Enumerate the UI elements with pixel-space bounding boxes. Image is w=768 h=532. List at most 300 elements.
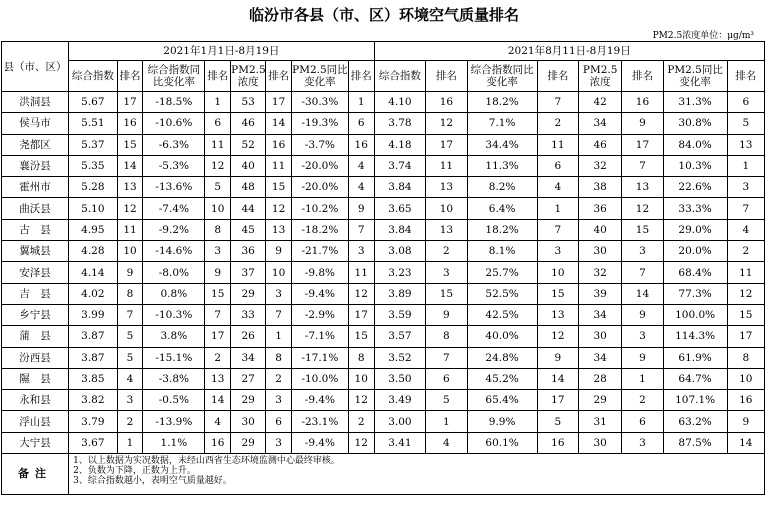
table-cell: 15	[537, 283, 578, 304]
table-cell: 17	[426, 134, 467, 155]
table-cell: -10.0%	[292, 368, 349, 389]
column-header: 排名	[622, 61, 663, 92]
table-row	[2, 219, 765, 240]
table-cell: 15	[426, 283, 467, 304]
table-cell: 64.7%	[663, 368, 727, 389]
table-cell: 4	[426, 432, 467, 453]
county-name: 大宁县	[2, 432, 69, 453]
table-cell: 3	[348, 241, 374, 262]
table-cell: 17	[622, 134, 663, 155]
table-cell: 14	[117, 155, 143, 176]
table-cell: -9.4%	[292, 432, 349, 453]
table-cell: -7.4%	[143, 198, 205, 219]
table-cell: -9.2%	[143, 219, 205, 240]
table-cell: 7	[727, 198, 764, 219]
table-cell: 17	[727, 326, 764, 347]
note-line: 1、以上数据为实况数据，未经山西省生态环境监测中心最终审核。	[73, 456, 340, 467]
table-cell: 15	[622, 219, 663, 240]
table-row	[2, 198, 765, 219]
table-cell: 10	[205, 198, 231, 219]
table-cell: 10	[348, 368, 374, 389]
table-cell: 40.0%	[467, 326, 537, 347]
table-cell: 42	[578, 92, 621, 113]
table-cell: 14	[727, 432, 764, 453]
table-row	[2, 326, 765, 347]
table-cell: 8.2%	[467, 177, 537, 198]
table-cell: 39	[578, 283, 621, 304]
table-cell: 4	[348, 155, 374, 176]
table-cell: 30	[231, 411, 266, 432]
table-cell: 13	[426, 219, 467, 240]
table-cell: 60.1%	[467, 432, 537, 453]
table-cell: -6.3%	[143, 134, 205, 155]
table-cell: 10	[426, 198, 467, 219]
table-cell: 11	[426, 155, 467, 176]
table-cell: 1	[727, 155, 764, 176]
county-name: 安泽县	[2, 262, 69, 283]
table-cell: 12	[266, 198, 292, 219]
table-cell: 6.4%	[467, 198, 537, 219]
table-cell: 77.3%	[663, 283, 727, 304]
table-cell: 10	[727, 368, 764, 389]
table-cell: 8	[727, 347, 764, 368]
table-cell: 30	[578, 241, 621, 262]
table-row	[2, 347, 765, 368]
table-cell: 12	[348, 432, 374, 453]
table-cell: -9.4%	[292, 283, 349, 304]
table-cell: 20.0%	[663, 241, 727, 262]
table-cell: 1	[266, 326, 292, 347]
table-cell: 68.4%	[663, 262, 727, 283]
table-cell: 40	[231, 155, 266, 176]
county-header: 县（市、区）	[2, 42, 69, 92]
table-cell: 2	[205, 347, 231, 368]
table-cell: 4	[727, 219, 764, 240]
table-cell: 25.7%	[467, 262, 537, 283]
table-cell: 26	[231, 326, 266, 347]
table-cell: 3	[266, 283, 292, 304]
county-name: 浮山县	[2, 411, 69, 432]
note-line: 3、综合指数越小，表明空气质量越好。	[73, 476, 232, 487]
table-cell: 12	[727, 283, 764, 304]
table-cell: 9	[727, 411, 764, 432]
period2-header: 2021年8月11日-8月19日	[374, 42, 764, 61]
table-cell: 33.3%	[663, 198, 727, 219]
table-cell: 46	[231, 113, 266, 134]
table-cell: 17	[266, 92, 292, 113]
table-cell: 12	[117, 198, 143, 219]
table-cell: 100.0%	[663, 304, 727, 325]
table-cell: 3.23	[374, 262, 426, 283]
table-cell: 3.08	[374, 241, 426, 262]
table-cell: 10	[537, 262, 578, 283]
table-cell: 42.5%	[467, 304, 537, 325]
table-cell: 31	[578, 411, 621, 432]
table-row	[2, 262, 765, 283]
table-cell: 5.10	[69, 198, 118, 219]
table-cell: -7.1%	[292, 326, 349, 347]
table-cell: 16	[622, 92, 663, 113]
table-row	[2, 241, 765, 262]
table-cell: 10.3%	[663, 155, 727, 176]
table-cell: 40	[578, 219, 621, 240]
table-cell: 13	[622, 177, 663, 198]
table-cell: 65.4%	[467, 390, 537, 411]
table-cell: 7	[348, 219, 374, 240]
table-cell: 7.1%	[467, 113, 537, 134]
table-cell: 17	[205, 326, 231, 347]
table-cell: 45	[231, 219, 266, 240]
table-cell: -5.3%	[143, 155, 205, 176]
table-cell: 17	[117, 92, 143, 113]
table-cell: -9.4%	[292, 390, 349, 411]
table-cell: 3.59	[374, 304, 426, 325]
ranking-table	[1, 41, 765, 495]
table-cell: 13	[537, 304, 578, 325]
table-cell: 6	[266, 411, 292, 432]
table-cell: 4	[537, 177, 578, 198]
table-cell: 2	[727, 241, 764, 262]
table-cell: 38	[578, 177, 621, 198]
table-cell: -3.8%	[143, 368, 205, 389]
table-cell: 53	[231, 92, 266, 113]
table-cell: 3	[426, 262, 467, 283]
table-cell: 61.9%	[663, 347, 727, 368]
table-cell: 4.14	[69, 262, 118, 283]
table-cell: 7	[117, 304, 143, 325]
table-cell: 3.87	[69, 326, 118, 347]
table-cell: 48	[231, 177, 266, 198]
table-cell: 16	[537, 432, 578, 453]
table-cell: 8	[426, 326, 467, 347]
column-header: 排名	[426, 61, 467, 92]
table-row	[2, 432, 765, 453]
table-cell: 8	[348, 347, 374, 368]
county-name: 乡宁县	[2, 304, 69, 325]
table-cell: 6	[622, 411, 663, 432]
table-cell: 6	[205, 113, 231, 134]
table-cell: 3.99	[69, 304, 118, 325]
table-cell: 4.18	[374, 134, 426, 155]
table-cell: 13	[426, 177, 467, 198]
table-cell: 4.10	[374, 92, 426, 113]
table-cell: 5	[205, 177, 231, 198]
county-name: 永和县	[2, 390, 69, 411]
county-name: 曲沃县	[2, 198, 69, 219]
column-header: PM2.5浓度	[578, 61, 621, 92]
column-header: PM2.5同比变化率	[663, 61, 727, 92]
table-cell: 8	[205, 219, 231, 240]
table-cell: 5.37	[69, 134, 118, 155]
county-name: 洪洞县	[2, 92, 69, 113]
table-cell: 44	[231, 198, 266, 219]
column-header: 排名	[537, 61, 578, 92]
table-cell: 34.4%	[467, 134, 537, 155]
table-cell: 14	[537, 368, 578, 389]
table-cell: 9	[205, 262, 231, 283]
table-cell: 30.8%	[663, 113, 727, 134]
table-cell: 12	[537, 326, 578, 347]
table-cell: 5	[117, 347, 143, 368]
table-cell: 107.1%	[663, 390, 727, 411]
county-name: 翼城县	[2, 241, 69, 262]
table-row	[2, 92, 765, 113]
table-cell: 1	[622, 368, 663, 389]
table-cell: 15	[727, 304, 764, 325]
table-cell: 2	[117, 411, 143, 432]
table-cell: 11	[266, 155, 292, 176]
table-cell: 11	[727, 262, 764, 283]
table-cell: 29	[578, 390, 621, 411]
table-cell: 4	[348, 177, 374, 198]
table-cell: 18.2%	[467, 92, 537, 113]
table-row	[2, 283, 765, 304]
table-cell: 3.89	[374, 283, 426, 304]
table-cell: 34	[578, 304, 621, 325]
table-cell: 10	[117, 241, 143, 262]
column-header: 综合指数	[374, 61, 426, 92]
table-cell: -10.6%	[143, 113, 205, 134]
table-cell: -0.5%	[143, 390, 205, 411]
table-cell: 4.95	[69, 219, 118, 240]
table-cell: 17	[537, 390, 578, 411]
table-cell: 12	[348, 390, 374, 411]
table-cell: 2	[622, 390, 663, 411]
table-cell: 18.2%	[467, 219, 537, 240]
table-cell: 12	[205, 155, 231, 176]
table-cell: 2	[426, 241, 467, 262]
table-cell: 11.3%	[467, 155, 537, 176]
table-cell: 3.67	[69, 432, 118, 453]
table-cell: 3.50	[374, 368, 426, 389]
table-cell: 3.78	[374, 113, 426, 134]
table-cell: 9	[266, 241, 292, 262]
table-cell: 3.49	[374, 390, 426, 411]
table-cell: 3.41	[374, 432, 426, 453]
table-cell: 34	[578, 113, 621, 134]
table-cell: 11	[348, 262, 374, 283]
table-cell: 87.5%	[663, 432, 727, 453]
table-cell: 3	[266, 432, 292, 453]
column-header: 综合指数	[69, 61, 118, 92]
county-name: 侯马市	[2, 113, 69, 134]
table-cell: 16	[426, 92, 467, 113]
county-name: 襄汾县	[2, 155, 69, 176]
table-cell: 36	[578, 198, 621, 219]
column-header: 排名	[205, 61, 231, 92]
table-cell: 7	[205, 304, 231, 325]
county-name: 古 县	[2, 219, 69, 240]
table-cell: 7	[266, 304, 292, 325]
table-cell: 16	[205, 432, 231, 453]
column-header: 排名	[727, 61, 764, 92]
note-line: 2、负数为下降，正数为上升。	[73, 466, 196, 477]
table-cell: 28	[578, 368, 621, 389]
table-cell: 1	[537, 198, 578, 219]
table-cell: -18.2%	[292, 219, 349, 240]
table-cell: 52	[231, 134, 266, 155]
table-cell: 15	[266, 177, 292, 198]
table-cell: 5	[537, 411, 578, 432]
table-row	[2, 368, 765, 389]
table-cell: 3	[622, 432, 663, 453]
table-cell: 3	[266, 390, 292, 411]
table-cell: 11	[117, 219, 143, 240]
table-row	[2, 390, 765, 411]
table-cell: 3.57	[374, 326, 426, 347]
table-cell: 36	[231, 241, 266, 262]
table-cell: 3.8%	[143, 326, 205, 347]
table-cell: 3.85	[69, 368, 118, 389]
table-cell: 7	[426, 347, 467, 368]
table-cell: -9.8%	[292, 262, 349, 283]
column-header: 排名	[117, 61, 143, 92]
table-cell: 14	[266, 113, 292, 134]
table-cell: 33	[231, 304, 266, 325]
table-cell: 34	[231, 347, 266, 368]
table-cell: -10.3%	[143, 304, 205, 325]
table-cell: 7	[537, 92, 578, 113]
table-row	[2, 304, 765, 325]
table-cell: 0.8%	[143, 283, 205, 304]
table-cell: 46	[578, 134, 621, 155]
table-cell: 11	[537, 134, 578, 155]
table-cell: -17.1%	[292, 347, 349, 368]
column-header: 排名	[266, 61, 292, 92]
table-cell: 63.2%	[663, 411, 727, 432]
table-cell: 5	[727, 113, 764, 134]
table-row	[2, 177, 765, 198]
table-cell: 10	[266, 262, 292, 283]
table-cell: 29	[231, 283, 266, 304]
table-cell: 30	[578, 432, 621, 453]
table-cell: 3.84	[374, 177, 426, 198]
county-name: 汾西县	[2, 347, 69, 368]
table-cell: 16	[117, 113, 143, 134]
column-header: 排名	[348, 61, 374, 92]
table-cell: -20.0%	[292, 155, 349, 176]
table-cell: -20.0%	[292, 177, 349, 198]
column-header: 综合指数同比变化率	[143, 61, 205, 92]
table-cell: 3	[622, 241, 663, 262]
table-cell: 22.6%	[663, 177, 727, 198]
table-cell: 7	[537, 219, 578, 240]
table-cell: 9.9%	[467, 411, 537, 432]
column-header: 综合指数同比变化率	[467, 61, 537, 92]
table-cell: -14.6%	[143, 241, 205, 262]
table-cell: -23.1%	[292, 411, 349, 432]
table-cell: 12	[622, 198, 663, 219]
table-cell: 8	[266, 347, 292, 368]
table-cell: 37	[231, 262, 266, 283]
table-cell: 13	[727, 134, 764, 155]
table-cell: 24.8%	[467, 347, 537, 368]
table-cell: 3	[622, 326, 663, 347]
table-cell: 15	[205, 283, 231, 304]
table-cell: 11	[205, 134, 231, 155]
table-cell: 13	[205, 368, 231, 389]
table-cell: 3.65	[374, 198, 426, 219]
table-cell: 3.87	[69, 347, 118, 368]
column-header: PM2.5浓度	[231, 61, 266, 92]
table-cell: 6	[426, 368, 467, 389]
table-cell: -2.9%	[292, 304, 349, 325]
table-cell: 7	[622, 262, 663, 283]
table-cell: 14	[622, 283, 663, 304]
table-cell: 14	[205, 390, 231, 411]
table-cell: 52.5%	[467, 283, 537, 304]
table-cell: 3	[205, 241, 231, 262]
table-cell: 4	[117, 368, 143, 389]
table-cell: 8	[117, 283, 143, 304]
table-cell: -15.1%	[143, 347, 205, 368]
table-cell: 84.0%	[663, 134, 727, 155]
table-cell: 13	[266, 219, 292, 240]
table-cell: 9	[622, 304, 663, 325]
table-cell: 4.02	[69, 283, 118, 304]
table-cell: 9	[622, 347, 663, 368]
table-cell: 9	[537, 347, 578, 368]
table-cell: -30.3%	[292, 92, 349, 113]
table-cell: 16	[348, 134, 374, 155]
table-cell: 13	[117, 177, 143, 198]
table-cell: 29.0%	[663, 219, 727, 240]
table-cell: 4.28	[69, 241, 118, 262]
table-cell: 1.1%	[143, 432, 205, 453]
period1-header: 2021年1月1日-8月19日	[69, 42, 375, 61]
table-cell: 5.67	[69, 92, 118, 113]
county-name: 蒲 县	[2, 326, 69, 347]
table-cell: 16	[266, 134, 292, 155]
table-row	[2, 155, 765, 176]
table-row	[2, 134, 765, 155]
table-cell: 29	[231, 390, 266, 411]
table-cell: -3.7%	[292, 134, 349, 155]
table-cell: 6	[537, 155, 578, 176]
table-cell: 9	[117, 262, 143, 283]
notes-label: 备注	[2, 454, 69, 495]
table-cell: 3.84	[374, 219, 426, 240]
table-cell: 1	[205, 92, 231, 113]
county-name: 尧都区	[2, 134, 69, 155]
table-cell: 17	[348, 304, 374, 325]
table-cell: 5.28	[69, 177, 118, 198]
table-cell: -13.9%	[143, 411, 205, 432]
table-cell: 16	[727, 390, 764, 411]
table-cell: 3.82	[69, 390, 118, 411]
notes	[69, 454, 765, 495]
table-cell: 32	[578, 155, 621, 176]
table-cell: 15	[348, 326, 374, 347]
table-row	[2, 411, 765, 432]
table-cell: 4	[205, 411, 231, 432]
table-cell: 3	[117, 390, 143, 411]
table-cell: 12	[426, 113, 467, 134]
table-cell: 2	[266, 368, 292, 389]
table-cell: -21.7%	[292, 241, 349, 262]
table-cell: 1	[117, 432, 143, 453]
table-cell: 2	[537, 113, 578, 134]
table-cell: 3	[727, 177, 764, 198]
table-cell: 9	[348, 198, 374, 219]
table-cell: 5	[426, 390, 467, 411]
table-cell: -8.0%	[143, 262, 205, 283]
table-cell: 29	[231, 432, 266, 453]
table-cell: 6	[348, 113, 374, 134]
table-cell: 5	[117, 326, 143, 347]
column-header: PM2.5同比变化率	[292, 61, 349, 92]
table-cell: 45.2%	[467, 368, 537, 389]
